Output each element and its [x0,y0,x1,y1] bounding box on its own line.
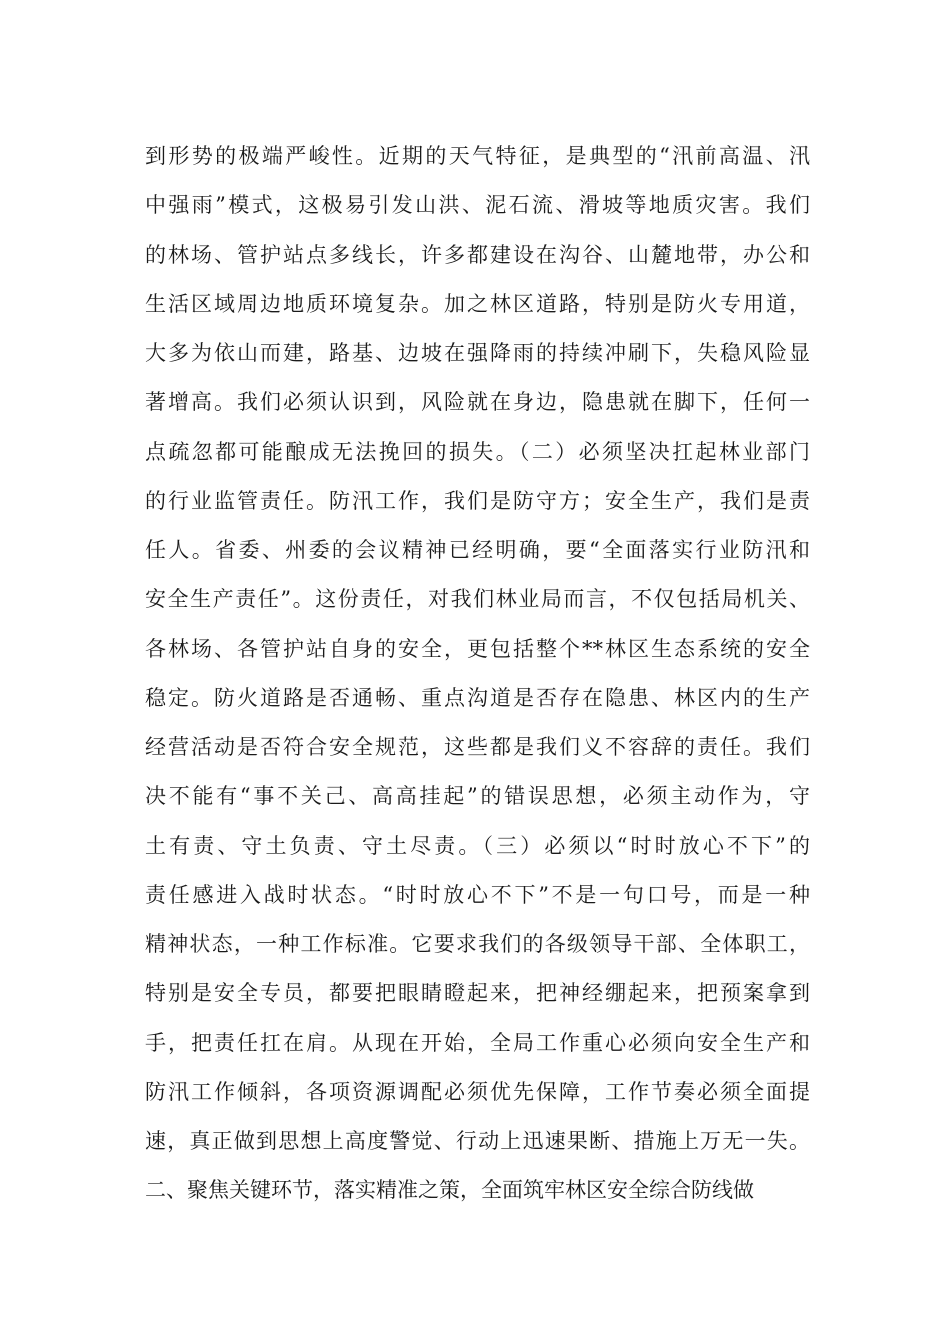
text-line-14: 决不能有“事不关己、高高挂起”的错误思想，必须主动作为，守 [145,784,810,809]
text-line-11: 各林场、各管护站自身的安全，更包括整个**林区生态系统的安全 [145,636,810,661]
text-line-15: 土有责、守土负责、守土尽责。（三）必须以“时时放心不下”的 [145,833,810,858]
text-line-20: 防汛工作倾斜，各项资源调配必须优先保障，工作节奏必须全面提 [145,1079,810,1104]
text-line-7: 点疏忽都可能酿成无法挽回的损失。（二）必须坚决扛起林业部门 [145,439,810,464]
text-line-18: 特别是安全专员，都要把眼睛瞪起来，把神经绷起来，把预案拿到 [145,981,810,1006]
section-heading-line: 二、聚焦关键环节，落实精准之策，全面筑牢林区安全综合防线做 [145,1178,754,1203]
text-line-6: 著增高。我们必须认识到，风险就在身边，隐患就在脚下，任何一 [145,390,810,415]
text-line-21: 速，真正做到思想上高度警觉、行动上迅速果断、措施上万无一失。 [145,1129,810,1153]
text-line-2: 中强雨”模式，这极易引发山洪、泥石流、滑坡等地质灾害。我们 [145,193,810,218]
text-line-3: 的林场、管护站点多线长，许多都建设在沟谷、山麓地带，办公和 [145,242,810,267]
text-line-5: 大多为依山而建，路基、边坡在强降雨的持续冲刷下，失稳风险显 [145,341,810,365]
text-line-10: 安全生产责任”。这份责任，对我们林业局而言，不仅包括局机关、 [145,587,810,612]
text-line-12: 稳定。防火道路是否通畅、重点沟道是否存在隐患、林区内的生产 [145,685,810,710]
text-line-17: 精神状态，一种工作标准。它要求我们的各级领导干部、全体职工， [145,932,810,956]
text-line-13: 经营活动是否符合安全规范，这些都是我们义不容辞的责任。我们 [145,735,810,759]
text-line-9: 任人。省委、州委的会议精神已经明确，要“全面落实行业防汛和 [145,538,810,562]
text-line-16: 责任感进入战时状态。“时时放心不下”不是一句口号，而是一种 [145,882,810,907]
text-line-4: 生活区域周边地质环境复杂。加之林区道路，特别是防火专用道， [145,291,810,316]
text-line-8: 的行业监管责任。防汛工作，我们是防守方；安全生产，我们是责 [145,488,810,513]
body-text [145,132,810,1216]
text-line-1: 到形势的极端严峻性。近期的天气特征，是典型的“汛前高温、汛 [145,144,810,168]
text-line-19: 手，把责任扛在肩。从现在开始，全局工作重心必须向安全生产和 [145,1030,810,1055]
